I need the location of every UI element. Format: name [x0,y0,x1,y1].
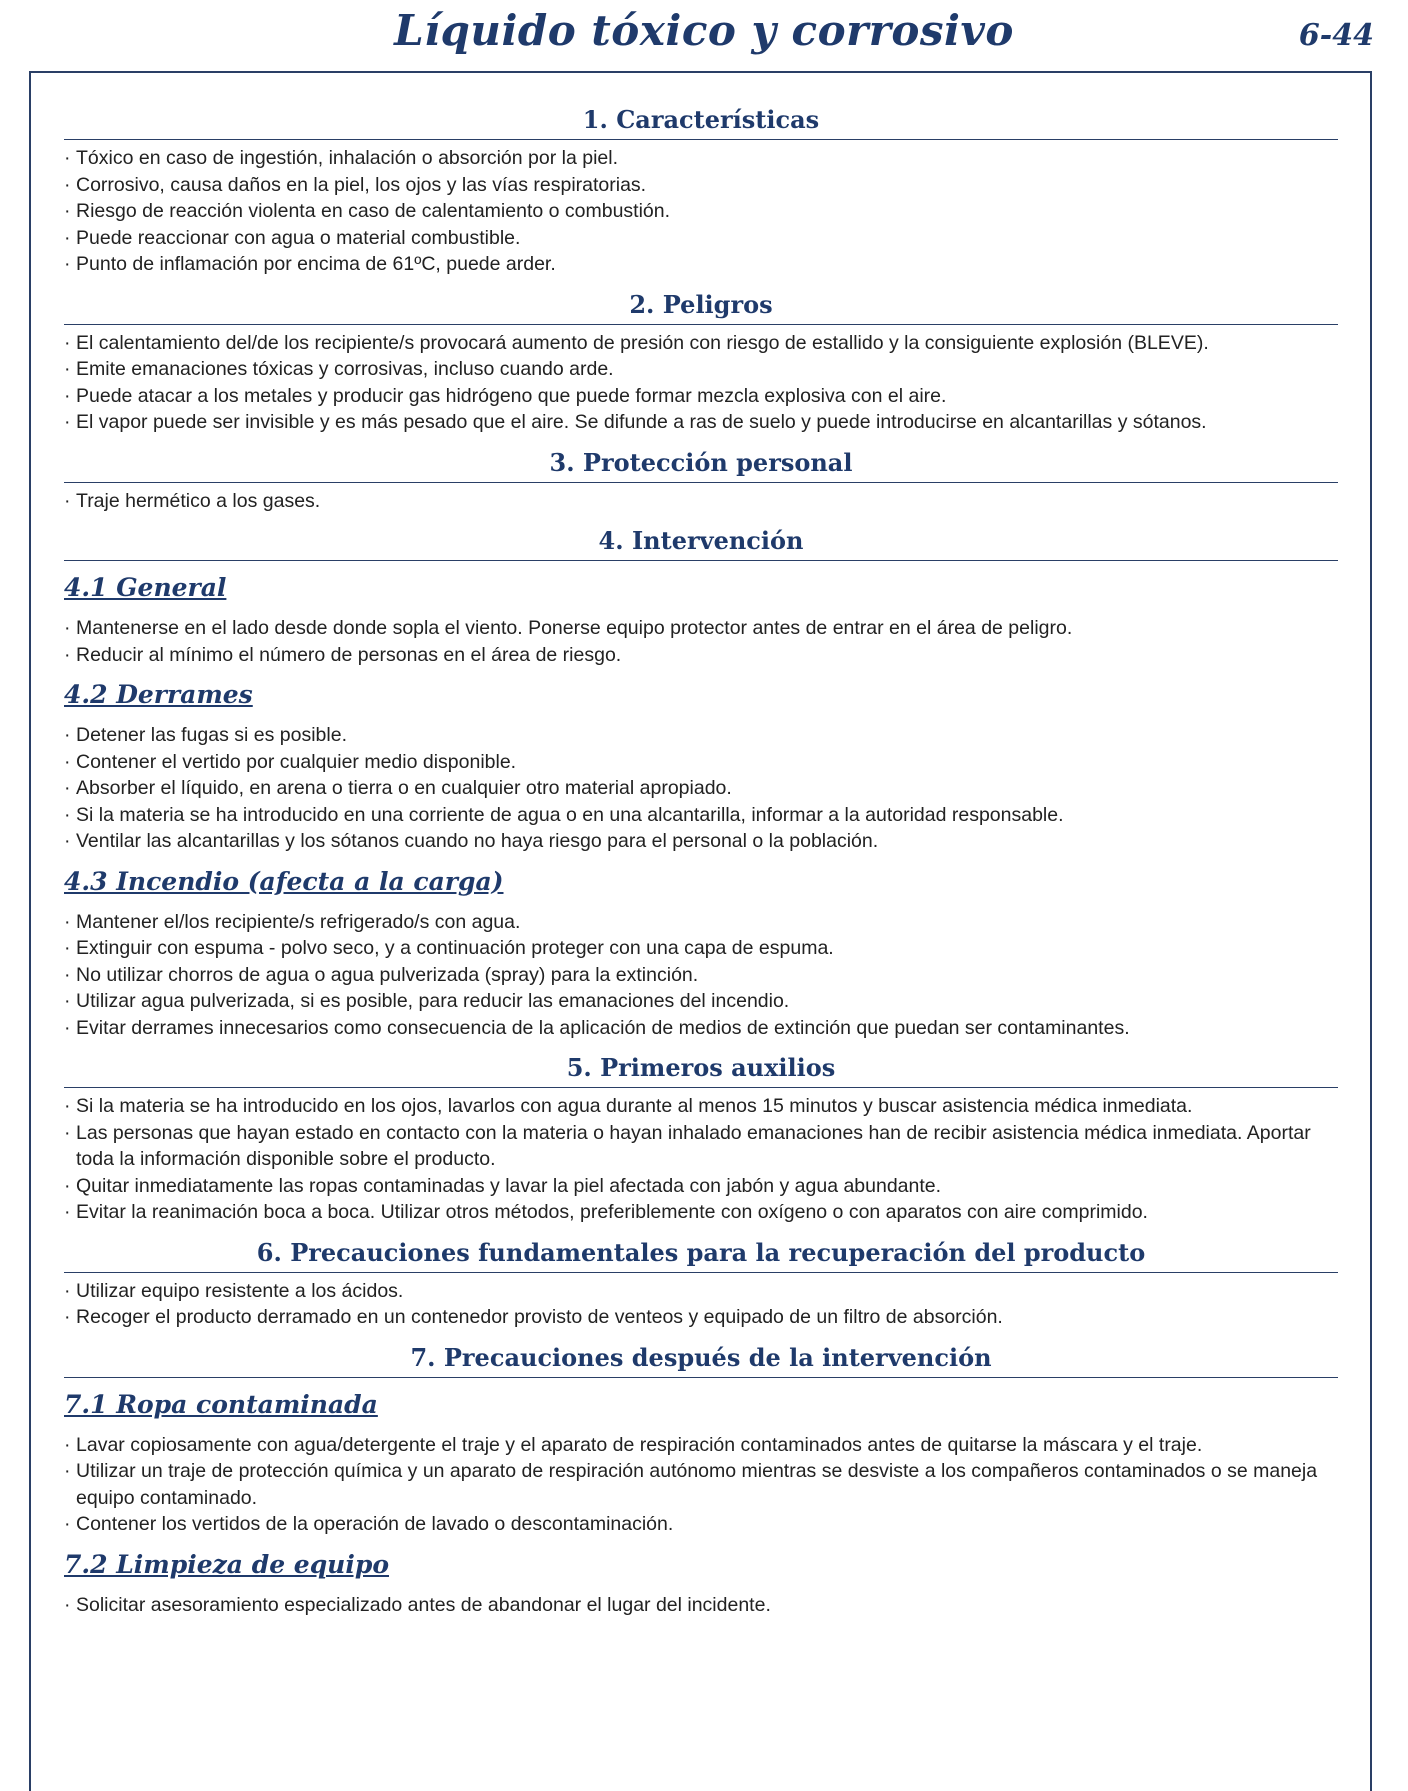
list-item: · El vapor puede ser invisible y es más pesado que el aire. Se difunde a ras de suelo y puede introducirse en alcantarillas y sótanos. [64,409,1338,436]
list-item: · Utilizar agua pulverizada, si es posible, para reducir las emanaciones del incendio. [64,988,1338,1015]
subsection-title-fire: 4.3 Incendio (afecta a la carga) [64,866,504,896]
list-item: · Quitar inmediatamente las ropas contaminadas y lavar la piel afectada con jabón y agua abundante. [64,1173,1338,1200]
list-item: · Riesgo de reacción violenta en caso de calentamiento o combustión. [64,198,1338,225]
list-item: · Utilizar un traje de protección química y un aparato de respiración autónomo mientras se desviste a los compañeros contaminados o se maneja equipo contaminado. [64,1458,1338,1511]
section-title: 3. Protección personal [64,448,1338,483]
item-list [64,722,1338,855]
item-list [64,330,1338,436]
section-product-recovery [64,1238,1338,1331]
list-item: · Tóxico en caso de ingestión, inhalación o absorción por la piel. [64,145,1338,172]
item-list [64,488,1338,515]
list-item: · Solicitar asesoramiento especializado antes de abandonar el lugar del incidente. [64,1592,1338,1619]
list-item: · Puede reaccionar con agua o material combustible. [64,225,1338,252]
page-number: 6-44 [1298,18,1374,53]
section-title: 4. Intervención [64,526,1338,561]
section-first-aid [64,1053,1338,1226]
list-item: · Utilizar equipo resistente a los ácidos. [64,1278,1338,1305]
list-item: · Evitar derrames innecesarios como consecuencia de la aplicación de medios de extinción que puedan ser contaminantes. [64,1015,1338,1042]
subsection-title-equipment-cleaning: 7.2 Limpieza de equipo [64,1549,390,1579]
list-item: · Mantener el/los recipiente/s refrigerado/s con agua. [64,909,1338,936]
item-list [64,615,1338,668]
page-header [0,0,1408,70]
list-item: · Ventilar las alcantarillas y los sótanos cuando no haya riesgo para el personal o la población. [64,828,1338,855]
section-characteristics [64,105,1338,278]
list-item: · Mantenerse en el lado desde donde sopla el viento. Ponerse equipo protector antes de entrar en el área de peligro. [64,615,1338,642]
list-item: · Extinguir con espuma - polvo seco, y a continuación proteger con una capa de espuma. [64,935,1338,962]
list-item: · Reducir al mínimo el número de personas en el área de riesgo. [64,642,1338,669]
list-item: · Detener las fugas si es posible. [64,722,1338,749]
list-item: · Lavar copiosamente con agua/detergente el traje y el aparato de respiración contaminados antes de quitarse la máscara y el traje. [64,1432,1338,1459]
list-item: · Traje hermético a los gases. [64,488,1338,515]
item-list [64,1432,1338,1538]
section-title: 6. Precauciones fundamentales para la recuperación del producto [64,1238,1338,1273]
list-item: · Contener el vertido por cualquier medio disponible. [64,749,1338,776]
item-list [64,909,1338,1042]
section-title: 2. Peligros [64,290,1338,325]
section-hazards [64,290,1338,436]
item-list [64,145,1338,278]
list-item: · El calentamiento del/de los recipiente/s provocará aumento de presión con riesgo de estallido y la consiguiente explosión (BLEVE). [64,330,1338,357]
list-item: · Si la materia se ha introducido en una corriente de agua o en una alcantarilla, informar a la autoridad responsable. [64,802,1338,829]
list-item: · No utilizar chorros de agua o agua pulverizada (spray) para la extinción. [64,962,1338,989]
document-body [64,105,1338,1630]
section-title: 5. Primeros auxilios [64,1053,1338,1088]
list-item: · Las personas que hayan estado en contacto con la materia o hayan inhalado emanaciones han de recibir asistencia médica inmediata. Aportar toda la información disponible sobre el producto. [64,1120,1338,1173]
list-item: · Emite emanaciones tóxicas y corrosivas, incluso cuando arde. [64,356,1338,383]
item-list [64,1093,1338,1226]
subsection-title-contaminated-clothing: 7.1 Ropa contaminada [64,1389,378,1419]
list-item: · Recoger el producto derramado en un contenedor provisto de venteos y equipado de un filtro de absorción. [64,1304,1338,1331]
list-item: · Evitar la reanimación boca a boca. Utilizar otros métodos, preferiblemente con oxígeno o con aparatos con aire comprimido. [64,1199,1338,1226]
item-list [64,1278,1338,1331]
section-title: 7. Precauciones después de la intervención [64,1343,1338,1378]
list-item: · Puede atacar a los metales y producir gas hidrógeno que puede formar mezcla explosiva con el aire. [64,383,1338,410]
list-item: · Contener los vertidos de la operación de lavado o descontaminación. [64,1511,1338,1538]
subsection-title-spills: 4.2 Derrames [64,680,253,709]
section-title: 1. Características [64,105,1338,140]
section-post-intervention [64,1343,1338,1619]
list-item: · Absorber el líquido, en arena o tierra o en cualquier otro material apropiado. [64,775,1338,802]
section-intervention [64,526,1338,1041]
list-item: · Punto de inflamación por encima de 61ºC, puede arder. [64,251,1338,278]
document-title: Líquido tóxico y corrosivo [394,6,1014,55]
subsection-title-general: 4.1 General [64,573,227,602]
item-list [64,1592,1338,1619]
section-personal-protection [64,448,1338,515]
list-item: · Si la materia se ha introducido en los ojos, lavarlos con agua durante al menos 15 minutos y buscar asistencia médica inmediata. [64,1093,1338,1120]
list-item: · Corrosivo, causa daños en la piel, los ojos y las vías respiratorias. [64,172,1338,199]
